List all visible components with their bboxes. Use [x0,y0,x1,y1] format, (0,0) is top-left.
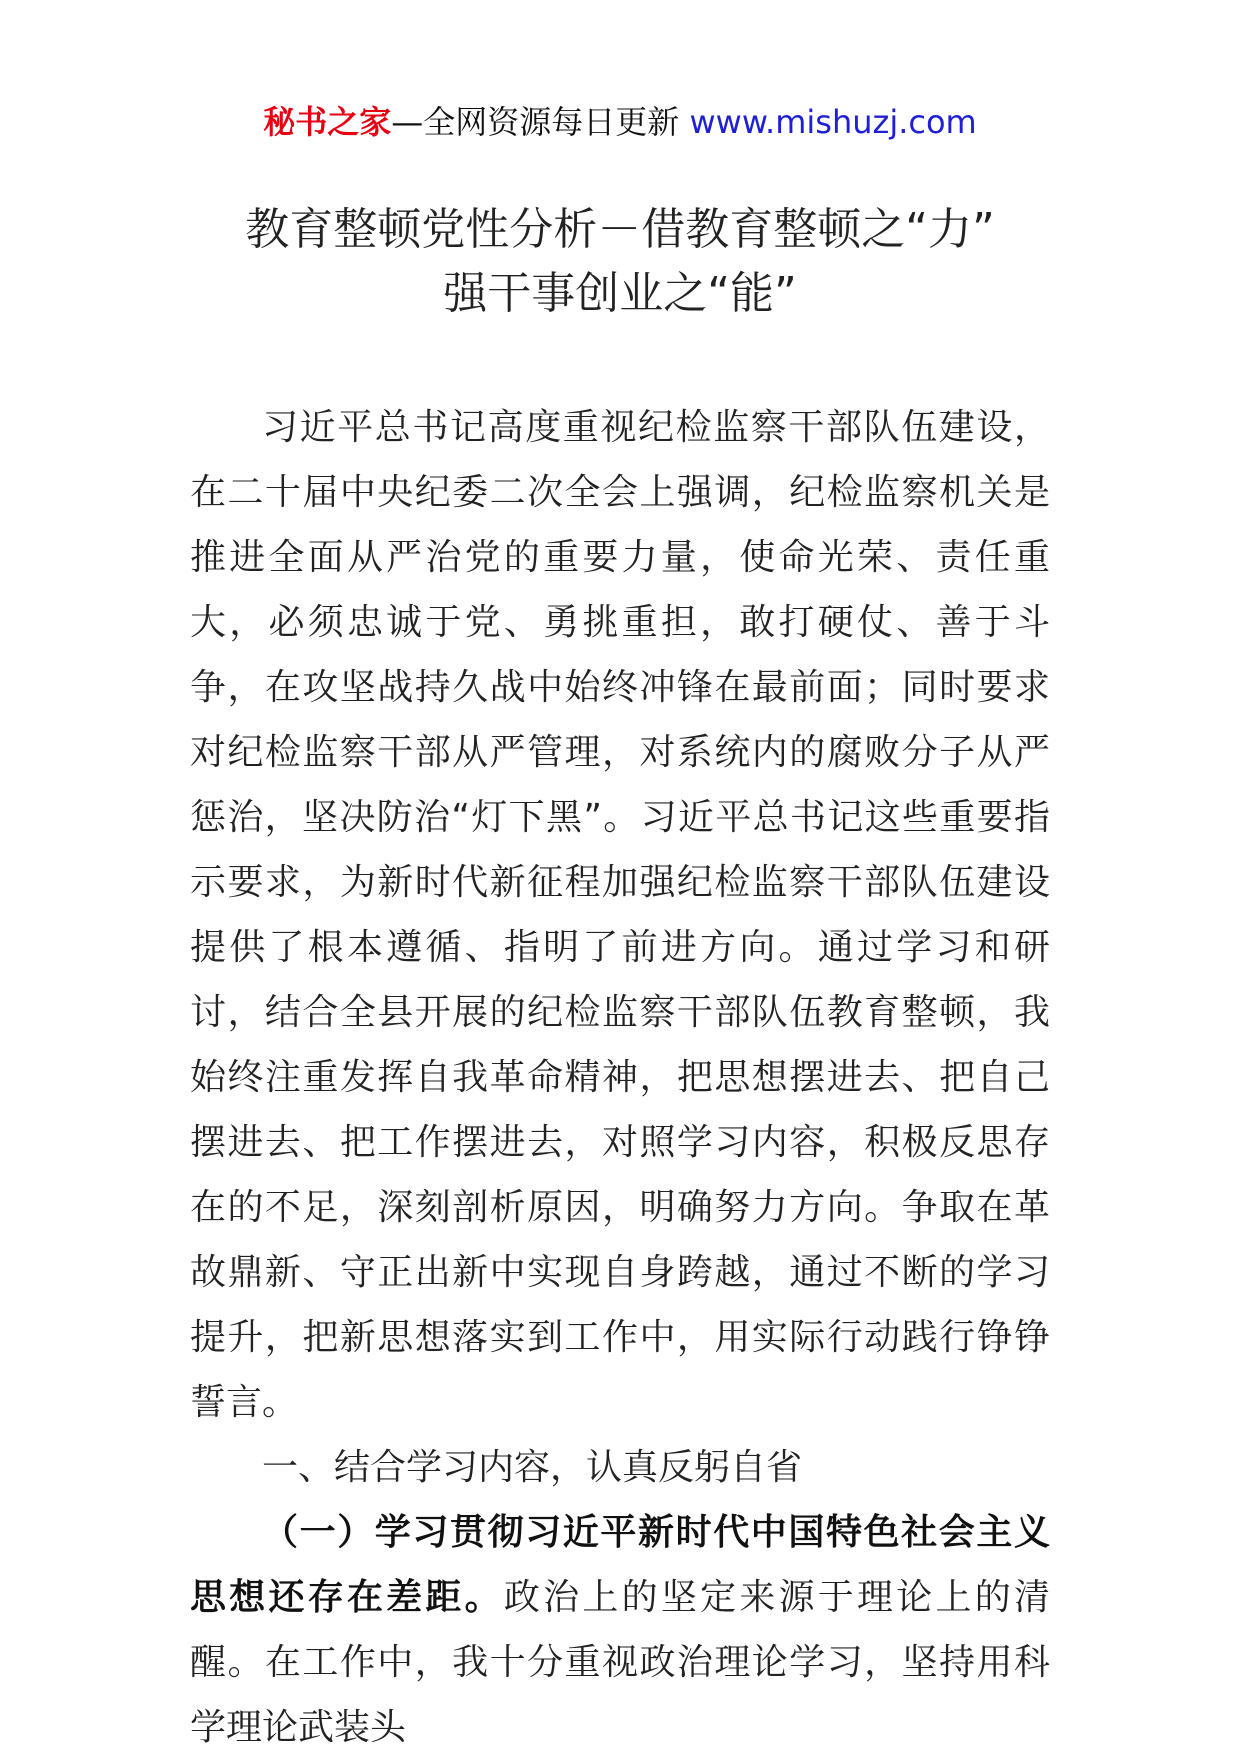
site-header [0,100,1240,144]
section-heading-1: 一、结合学习内容，认真反躬自省 [262,1447,803,1488]
intro-paragraph: 习近平总书记高度重视纪检监察干部队伍建设，在二十届中央纪委二次全会上强调，纪检监察机关是推进全面从严治党的重要力量，使命光荣、责任重大，必须忠诚于党、勇挑重担，敢打硬仗、善于斗争，在攻坚战持久战中始终冲锋在最前面；同时要求对纪检监察干部从严管理，对系统内的腐败分子从严惩治，坚决防治“灯下黑”。习近平总书记这些重要指示要求，为新时代新征程加强纪检监察干部队伍建设提供了根本遵循、指明了前进方向。通过学习和研讨，结合全县开展的纪检监察干部队伍教育整顿，我始终注重发挥自我革命精神，把思想摆进去、把自己摆进去、把工作摆进去，对照学习内容，积极反思存在的不足，深刻剖析原因，明确努力方向。争取在革故鼎新、守正出新中实现自身跨越，通过不断的学习提升，把新思想落实到工作中，用实际行动践行铮铮誓言。 [190,407,1050,1423]
subsection-heading-1: （一）学习贯彻习近平新时代中国特色社会主义思想还存在差距。 [190,1512,1050,1618]
subsection-paragraph-1 [190,1500,1050,1760]
site-url-link[interactable]: www.mishuzj.com [689,103,977,141]
document-title [150,198,1090,326]
site-brand: 秘书之家 [263,103,392,141]
document-body [190,395,1050,1760]
subsection-text-1: 政治上的坚定来源于理论上的清醒。在工作中，我十分重视政治理论学习，坚持用科学理论武装头 [190,1577,1050,1748]
site-slogan: —全网资源每日更新 [391,103,690,141]
title-line-1: 教育整顿党性分析－借教育整顿之“力” [245,204,995,255]
title-line-2: 强干事创业之“能” [443,268,797,319]
